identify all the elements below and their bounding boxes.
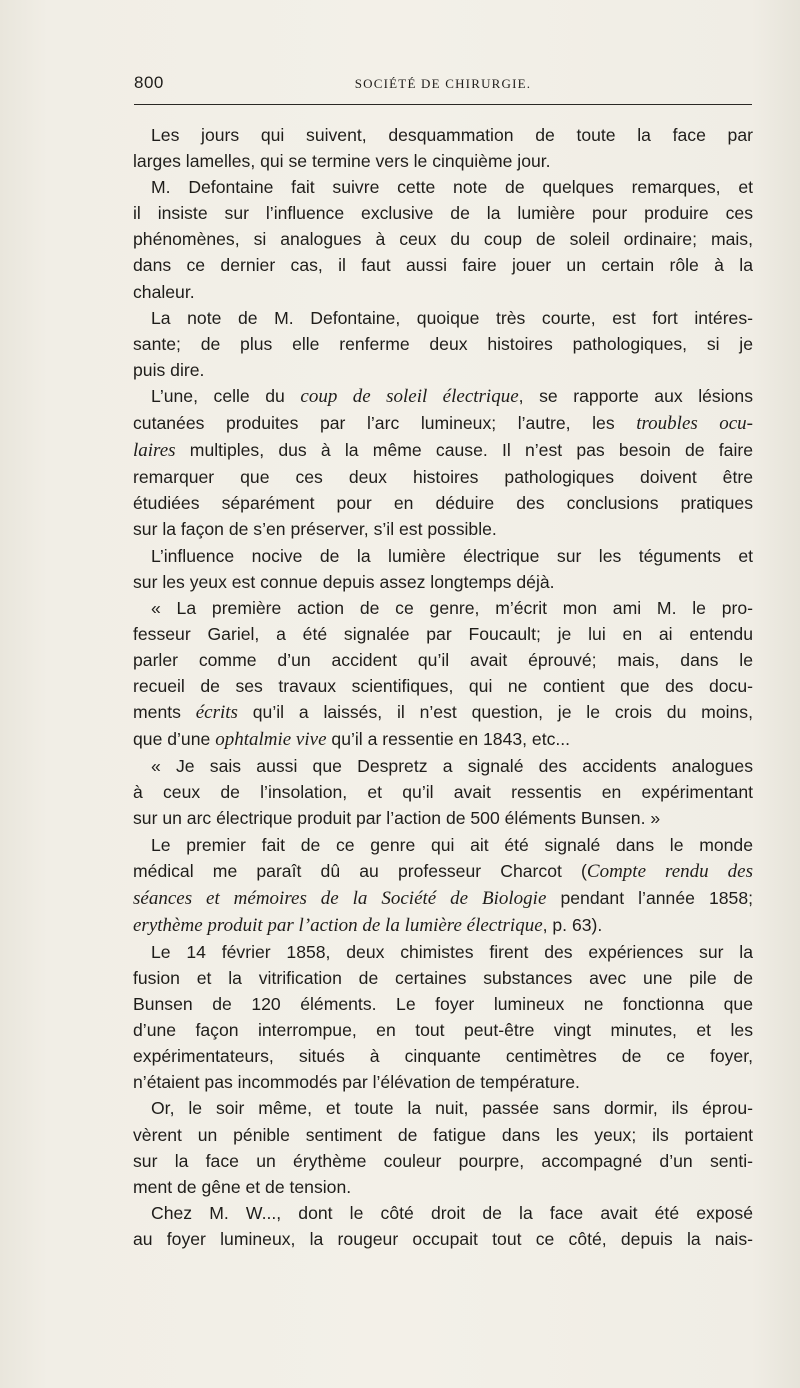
text-line: il insiste sur l’influence exclusive de la lumière pour produire ces (133, 203, 753, 224)
text-line: expérimentateurs, situés à cinquante centimètres de ce foyer, (133, 1046, 753, 1067)
text-line: larges lamelles, qui se termine vers le cinquième jour. (133, 151, 551, 172)
italic-span: écrits (195, 702, 238, 724)
text-line: d’une façon interrompue, en tout peut-être vingt minutes, et les (133, 1020, 753, 1041)
text-line: sur la face un érythème couleur pourpre, accompagné d’un senti- (133, 1150, 753, 1171)
text-line (133, 410, 753, 437)
text-line: « Je sais aussi que Despretz a signalé des accidents analogues (151, 756, 753, 777)
text-line: Or, le soir même, et toute la nuit, passée sans dormir, ils éprou- (151, 1098, 753, 1119)
text-span: ments (133, 702, 196, 723)
text-span: que d’une (133, 729, 216, 750)
text-line: La note de M. Defontaine, quoique très courte, est fort intéres- (151, 307, 753, 328)
text-line: fusion et la vitrification de certaines substances avec une pile de (133, 968, 753, 988)
text-span: , p. 63). (542, 914, 603, 935)
text-line: recueil de ses travaux scientifiques, qui ne contient que des docu- (133, 675, 753, 696)
text-line: Les jours qui suivent, desquammation de toute la face par (151, 125, 753, 145)
text-line (133, 726, 753, 753)
running-title: SOCIÉTÉ DE CHIRURGIE. (354, 76, 532, 91)
text-line: « La première action de ce genre, m’écrit mon ami M. le pro- (151, 597, 753, 618)
text-span: pendant l’année 1858; (546, 887, 753, 908)
text-line: phénomènes, si analogues à ceux du coup de soleil ordinaire; mais, (133, 229, 753, 250)
page-number: 800 (134, 73, 164, 92)
text-line: chaleur. (133, 281, 195, 302)
italic-span: séances et mémoires de la Société de Biologie (133, 887, 547, 909)
text-line: sur la façon de s’en préserver, s’il est possible. (133, 519, 497, 540)
text-line: Le premier fait de ce genre qui ait été signalé dans le monde (151, 834, 753, 855)
text-line: Le 14 février 1858, deux chimistes firent des expériences sur la (151, 941, 753, 962)
text-line (133, 858, 753, 885)
body-text (133, 122, 753, 1252)
italic-span: Compte rendu des (586, 860, 753, 882)
text-span: qu’il a ressentie en 1843, etc... (326, 729, 571, 750)
text-line (133, 437, 753, 464)
italic-span: troubles ocu- (636, 413, 753, 435)
text-line: à ceux de l’insolation, et qu’il avait ressentis en expérimentant (133, 782, 753, 803)
text-line: L’influence nocive de la lumière électrique sur les téguments et (151, 545, 753, 566)
text-span: cutanées produites par l’arc lumineux; l’autre, les (133, 413, 637, 434)
text-line: au foyer lumineux, la rougeur occupait tout ce côté, depuis la nais- (133, 1228, 753, 1249)
text-line: parler comme d’un accident qu’il avait éprouvé; mais, dans le (133, 649, 753, 670)
italic-span: ophtalmie vive (215, 729, 327, 751)
text-line: Chez M. W..., dont le côté droit de la face avait été exposé (151, 1202, 753, 1223)
text-line: dans ce dernier cas, il faut aussi faire jouer un certain rôle à la (133, 255, 753, 276)
text-line: puis dire. (133, 359, 205, 380)
italic-span: erythème produit par l’action de la lumière électrique (133, 914, 543, 936)
text-line: remarquer que ces deux histoires pathologiques doivent être (133, 467, 753, 488)
text-line (133, 912, 753, 939)
text-line: n’étaient pas incommodés par l’élévation de température. (133, 1072, 580, 1093)
text-line (133, 383, 753, 410)
text-line: étudiées séparément pour en déduire des conclusions pratiques (133, 493, 753, 514)
text-line (133, 699, 753, 726)
text-line: Bunsen de 120 éléments. Le foyer lumineux ne fonctionna que (133, 994, 753, 1015)
text-span: L’une, celle du (151, 385, 301, 406)
text-span: , se rapporte aux lésions (518, 385, 753, 406)
text-line: sur les yeux est connue depuis assez longtemps déjà. (133, 571, 555, 592)
text-line: ment de gêne et de tension. (133, 1176, 352, 1197)
text-span: qu’il a laissés, il n’est question, je le crois du moins, (237, 702, 753, 723)
text-span: médical me paraît dû au professeur Charcot ( (133, 860, 587, 881)
header-rule (134, 104, 752, 105)
text-line: sante; de plus elle renferme deux histoires pathologiques, si je (133, 333, 753, 354)
page-header (134, 73, 752, 97)
text-line: sur un arc électrique produit par l’action de 500 éléments Bunsen. » (133, 808, 661, 829)
text-line: vèrent un pénible sentiment de fatigue dans les yeux; ils portaient (133, 1124, 753, 1145)
text-line: M. Defontaine fait suivre cette note de quelques remarques, et (151, 177, 753, 198)
italic-span: laires (133, 440, 176, 462)
italic-span: coup de soleil électrique (300, 385, 519, 407)
text-line: fesseur Gariel, a été signalée par Foucault; je lui en ai entendu (133, 623, 753, 644)
text-line (133, 885, 753, 912)
text-span: multiples, dus à la même cause. Il n’est pas besoin de faire (175, 440, 753, 461)
